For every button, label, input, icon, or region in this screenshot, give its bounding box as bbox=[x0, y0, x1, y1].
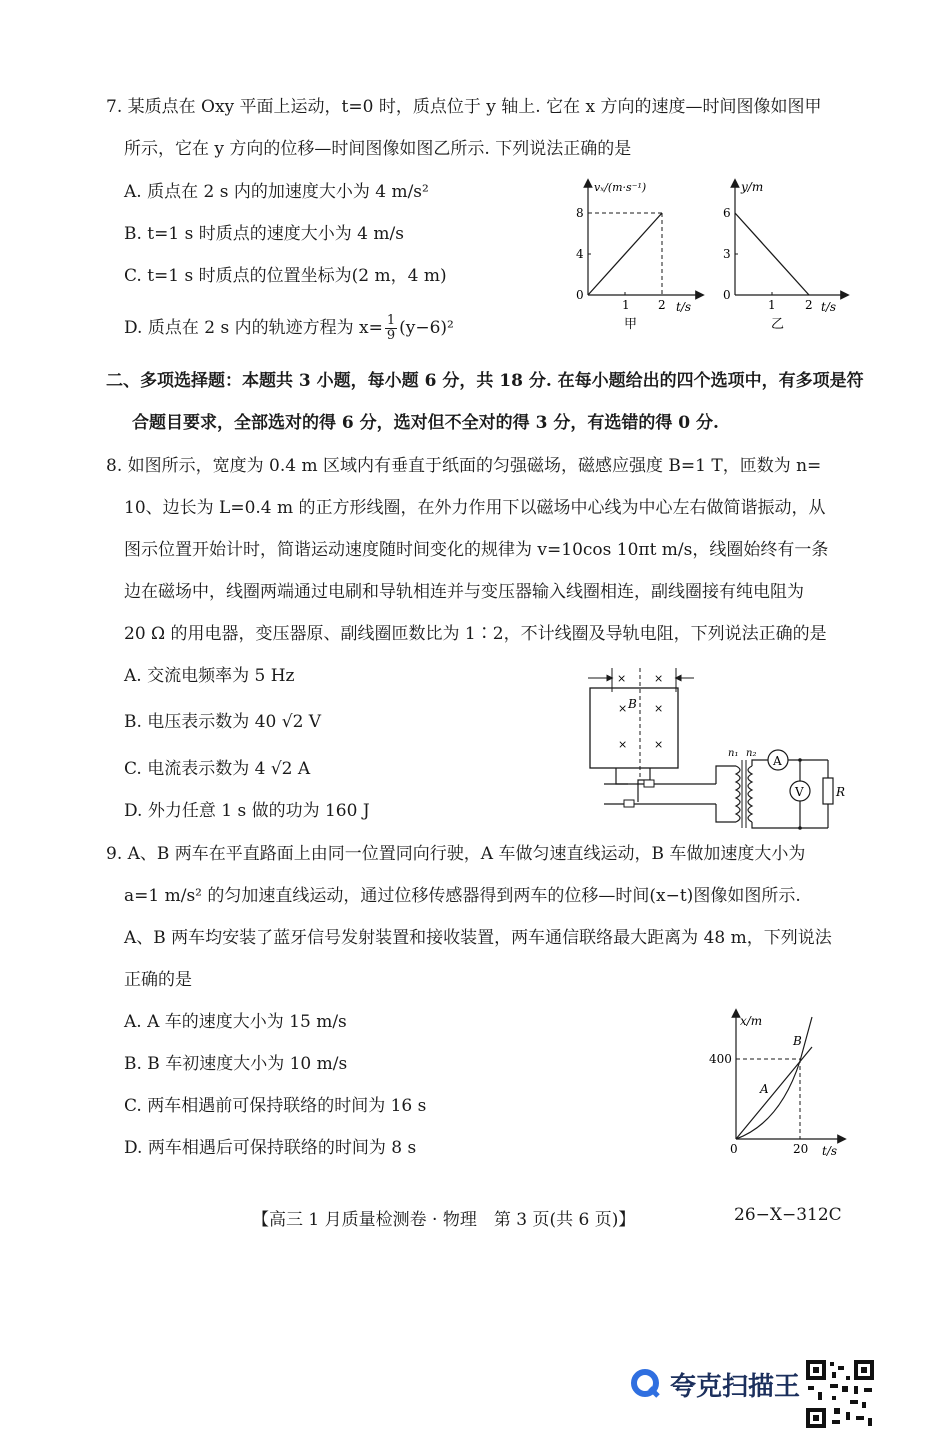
q7-option-d bbox=[124, 314, 454, 343]
qr-code-icon bbox=[804, 1358, 876, 1430]
graph-jia-ytick-8: 8 bbox=[576, 206, 584, 220]
brush-top bbox=[644, 780, 654, 787]
graph-yi-xtick-2: 2 bbox=[805, 298, 813, 312]
q9-label-a: A bbox=[760, 1082, 769, 1096]
section2-heading-line1: 二、多项选择题：本题共 3 小题，每小题 6 分，共 18 分. 在每小题给出的四个选项中，有多项是符 bbox=[106, 371, 864, 391]
label-n1: n₁ bbox=[728, 748, 739, 759]
q7-option-d-prefix: D. 质点在 2 s 内的轨迹方程为 x= bbox=[124, 318, 383, 338]
q8-stem-line4: 边在磁场中，线圈两端通过电刷和导轨相连并与变压器输入线圈相连，副线圈接有纯电阻为 bbox=[124, 582, 804, 602]
q7-fraction-numerator: 1 bbox=[386, 313, 396, 328]
graph-jia-ylabel: vₓ/(m·s⁻¹) bbox=[594, 181, 647, 194]
scanner-logo-icon bbox=[628, 1366, 662, 1400]
q9-ytick-400: 400 bbox=[709, 1052, 732, 1066]
label-n2: n₂ bbox=[746, 748, 757, 759]
field-cross-4: × bbox=[654, 738, 664, 751]
q7-graph-yi bbox=[705, 175, 855, 335]
graph-jia-ytick-0: 0 bbox=[576, 288, 584, 302]
q9-xt-graph bbox=[700, 1005, 850, 1165]
q8-stem-line2: 10、边长为 L=0.4 m 的正方形线圈，在外力作用下以磁场中心线为中心左右做简谐振动，从 bbox=[124, 498, 826, 518]
q7-graph-jia bbox=[560, 175, 710, 335]
graph-yi-caption: 乙 bbox=[771, 317, 785, 332]
q8-option-b: B. 电压表示数为 40 √2 V bbox=[124, 712, 322, 732]
q8-stem-line1: 8. 如图所示，宽度为 0.4 m 区域内有垂直于纸面的匀强磁场，磁感应强度 B=1 T，匝数为 n= bbox=[106, 456, 822, 476]
ammeter-label: A bbox=[773, 754, 782, 768]
q7-stem-line2: 所示，它在 y 方向的位移—时间图像如图乙所示. 下列说法正确的是 bbox=[124, 139, 632, 159]
voltmeter-label: V bbox=[795, 785, 804, 799]
footer-code: 26−X−312C bbox=[734, 1205, 842, 1225]
graph-jia-line bbox=[588, 213, 662, 295]
graph-yi-line bbox=[735, 213, 809, 295]
q9-xlabel: t/s bbox=[822, 1144, 838, 1158]
junction-top bbox=[798, 758, 802, 762]
graph-jia-xtick-2: 2 bbox=[658, 298, 666, 312]
wire-secondary-bottom bbox=[752, 822, 828, 828]
graph-jia-xlabel: t/s bbox=[676, 300, 692, 314]
graph-yi-xtick-1: 1 bbox=[768, 298, 776, 312]
q8-circuit-diagram bbox=[580, 662, 850, 837]
q7-option-a: A. 质点在 2 s 内的加速度大小为 4 m/s² bbox=[124, 182, 429, 202]
q9-stem-line2: a=1 m/s² 的匀加速直线运动，通过位移传感器得到两车的位移—时间(x−t)图像如图所示. bbox=[124, 886, 801, 906]
graph-jia-xtick-1: 1 bbox=[622, 298, 630, 312]
q9-option-a: A. A 车的速度大小为 15 m/s bbox=[124, 1012, 347, 1032]
wire-secondary-top-a bbox=[752, 760, 768, 766]
junction-bottom bbox=[798, 826, 802, 830]
secondary-winding bbox=[748, 766, 752, 822]
q9-stem-line4: 正确的是 bbox=[124, 970, 192, 990]
q9-label-b: B bbox=[793, 1034, 802, 1048]
field-cross-1: × bbox=[618, 702, 628, 715]
q9-stem-line3: A、B 两车均安装了蓝牙信号发射装置和接收装置，两车通信联络最大距离为 48 m，下列说法 bbox=[124, 928, 832, 948]
graph-yi-ylabel: y/m bbox=[741, 180, 764, 194]
field-label-b: B bbox=[628, 697, 637, 711]
q7-option-c: C. t=1 s 时质点的位置坐标为(2 m，4 m) bbox=[124, 266, 447, 286]
wire-primary-top bbox=[716, 766, 736, 784]
q9-option-d: D. 两车相遇后可保持联络的时间为 8 s bbox=[124, 1138, 417, 1158]
field-cross-2: × bbox=[654, 702, 664, 715]
q7-fraction-denominator: 9 bbox=[386, 328, 396, 343]
q8-option-a: A. 交流电频率为 5 Hz bbox=[124, 666, 295, 686]
q7-option-d-fraction bbox=[385, 314, 397, 343]
scanner-watermark-text: 夸克扫描王 bbox=[670, 1372, 801, 1402]
q9-origin: 0 bbox=[730, 1142, 738, 1156]
q8-option-c: C. 电流表示数为 4 √2 A bbox=[124, 759, 311, 779]
graph-jia-caption: 甲 bbox=[624, 317, 638, 332]
q8-stem-line5: 20 Ω 的用电器，变压器原、副线圈匝数比为 1∶2，不计线圈及导轨电阻，下列说法正确的是 bbox=[124, 624, 827, 644]
q9-ylabel: x/m bbox=[740, 1014, 763, 1028]
field-cross-top-left: × bbox=[617, 672, 627, 685]
footer-title: 【高三 1 月质量检测卷 · 物理 第 3 页(共 6 页)】 bbox=[252, 1210, 636, 1230]
graph-yi-ytick-0: 0 bbox=[723, 288, 731, 302]
graph-yi-xlabel: t/s bbox=[821, 300, 837, 314]
resistor-label: R bbox=[836, 785, 846, 799]
graph-yi-ytick-3: 3 bbox=[723, 247, 731, 261]
brush-bottom bbox=[624, 800, 634, 807]
field-cross-top-right: × bbox=[654, 672, 664, 685]
coil-lead-left bbox=[616, 768, 628, 784]
wire-primary-bottom bbox=[716, 804, 736, 822]
q9-stem-line1: 9. A、B 两车在平直路面上由同一位置同向行驶，A 车做匀速直线运动，B 车做加速度大小为 bbox=[106, 844, 806, 864]
graph-yi-ytick-6: 6 bbox=[723, 206, 731, 220]
q8-stem-line3: 图示位置开始计时，简谐运动速度随时间变化的规律为 v=10cos 10πt m/s，线圈始终有一条 bbox=[124, 540, 829, 560]
resistor-icon bbox=[823, 778, 833, 804]
q7-stem-line1: 7. 某质点在 Oxy 平面上运动，t=0 时，质点位于 y 轴上. 它在 x 方向的速度—时间图像如图甲 bbox=[106, 97, 822, 117]
q9-option-c: C. 两车相遇前可保持联络的时间为 16 s bbox=[124, 1096, 427, 1116]
field-cross-3: × bbox=[618, 738, 628, 751]
q9-option-b: B. B 车初速度大小为 10 m/s bbox=[124, 1054, 348, 1074]
section2-heading-line2: 合题目要求，全部选对的得 6 分，选对但不全对的得 3 分，有选错的得 0 分. bbox=[132, 413, 719, 433]
primary-winding bbox=[736, 766, 740, 822]
graph-jia-ytick-4: 4 bbox=[576, 247, 584, 261]
q7-option-b: B. t=1 s 时质点的速度大小为 4 m/s bbox=[124, 224, 404, 244]
q7-option-d-suffix: (y−6)² bbox=[399, 318, 454, 338]
q9-xtick-20: 20 bbox=[793, 1142, 809, 1156]
q8-option-d: D. 外力任意 1 s 做的功为 160 J bbox=[124, 801, 370, 821]
